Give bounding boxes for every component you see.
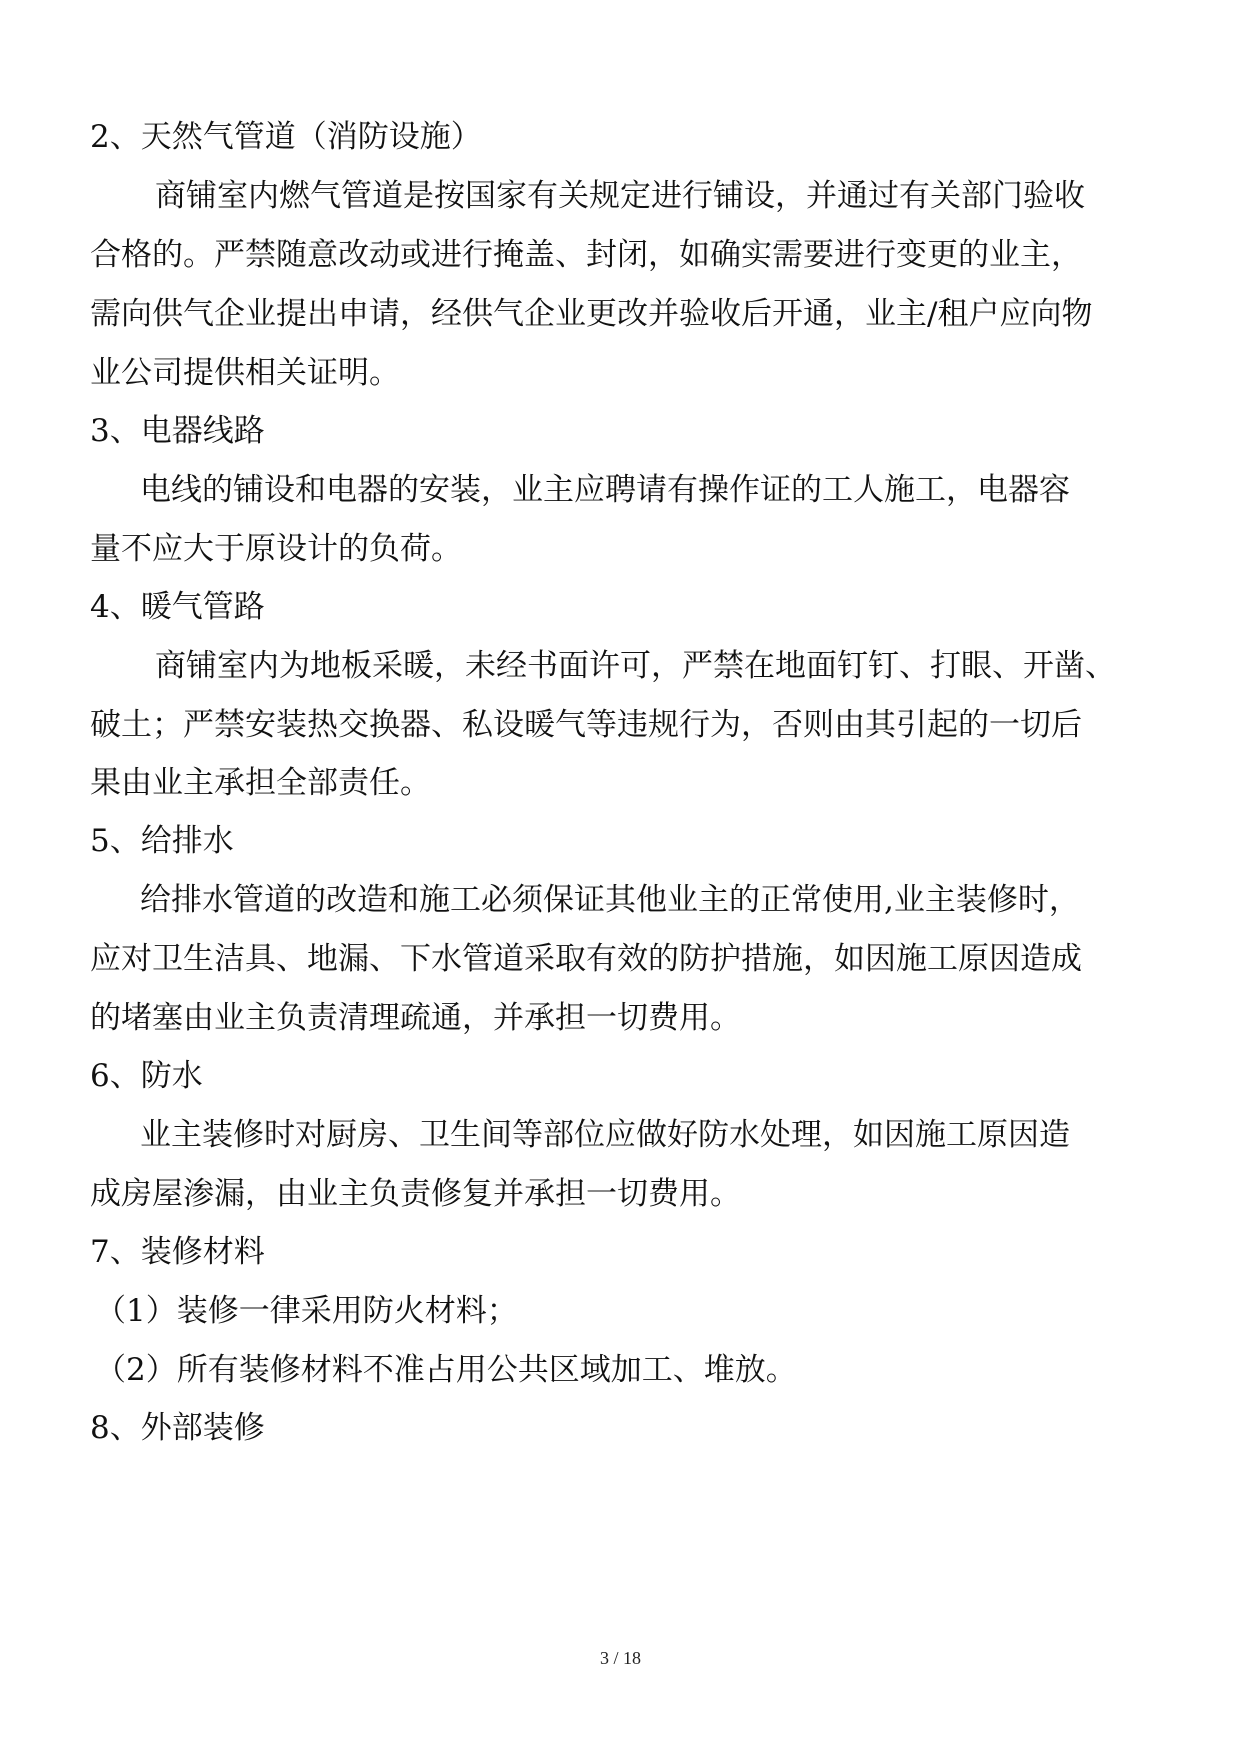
paragraph-line: 给排水管道的改造和施工必须保证其他业主的正常使用,业主装修时， <box>140 882 1080 918</box>
paragraph-line: 量不应大于原设计的负荷。 <box>90 531 462 567</box>
paragraph-line: 业主装修时对厨房、卫生间等部位应做好防水处理，如因施工原因造 <box>140 1117 1070 1153</box>
list-item: （2）所有装修材料不准占用公共区域加工、堆放。 <box>95 1352 797 1388</box>
section-heading: 3、电器线路 <box>90 413 265 449</box>
section-heading: 6、防水 <box>90 1058 203 1094</box>
section-heading: 4、暖气管路 <box>90 589 265 625</box>
paragraph-line: 合格的。严禁随意改动或进行掩盖、封闭，如确实需要进行变更的业主， <box>90 237 1082 273</box>
paragraph-line: 电线的铺设和电器的安装，业主应聘请有操作证的工人施工，电器容 <box>140 472 1070 508</box>
page-number: 3 / 18 <box>599 1648 641 1668</box>
paragraph-line: 需向供气企业提出申请，经供气企业更改并验收后开通，业主/租户应向物 <box>90 296 1093 332</box>
paragraph-line: 商铺室内燃气管道是按国家有关规定进行铺设，并通过有关部门验收 <box>155 178 1085 214</box>
paragraph-line: 商铺室内为地板采暖，未经书面许可，严禁在地面钉钉、打眼、开凿、 <box>155 648 1116 684</box>
paragraph-line: 果由业主承担全部责任。 <box>90 765 431 801</box>
section-heading: 8、外部装修 <box>90 1410 265 1446</box>
paragraph-line: 业公司提供相关证明。 <box>90 355 400 391</box>
paragraph-line: 的堵塞由业主负责清理疏通，并承担一切费用。 <box>90 1000 741 1036</box>
paragraph-line: 破土；严禁安装热交换器、私设暖气等违规行为，否则由其引起的一切后 <box>90 707 1082 743</box>
paragraph-line: 应对卫生洁具、地漏、下水管道采取有效的防护措施，如因施工原因造成 <box>90 941 1082 977</box>
list-item: （1）装修一律采用防火材料； <box>95 1293 518 1329</box>
section-heading: 7、装修材料 <box>90 1234 265 1270</box>
paragraph-line: 成房屋渗漏，由业主负责修复并承担一切费用。 <box>90 1176 741 1212</box>
section-heading: 5、给排水 <box>90 823 234 859</box>
section-heading: 2、天然气管道（消防设施） <box>90 119 482 155</box>
